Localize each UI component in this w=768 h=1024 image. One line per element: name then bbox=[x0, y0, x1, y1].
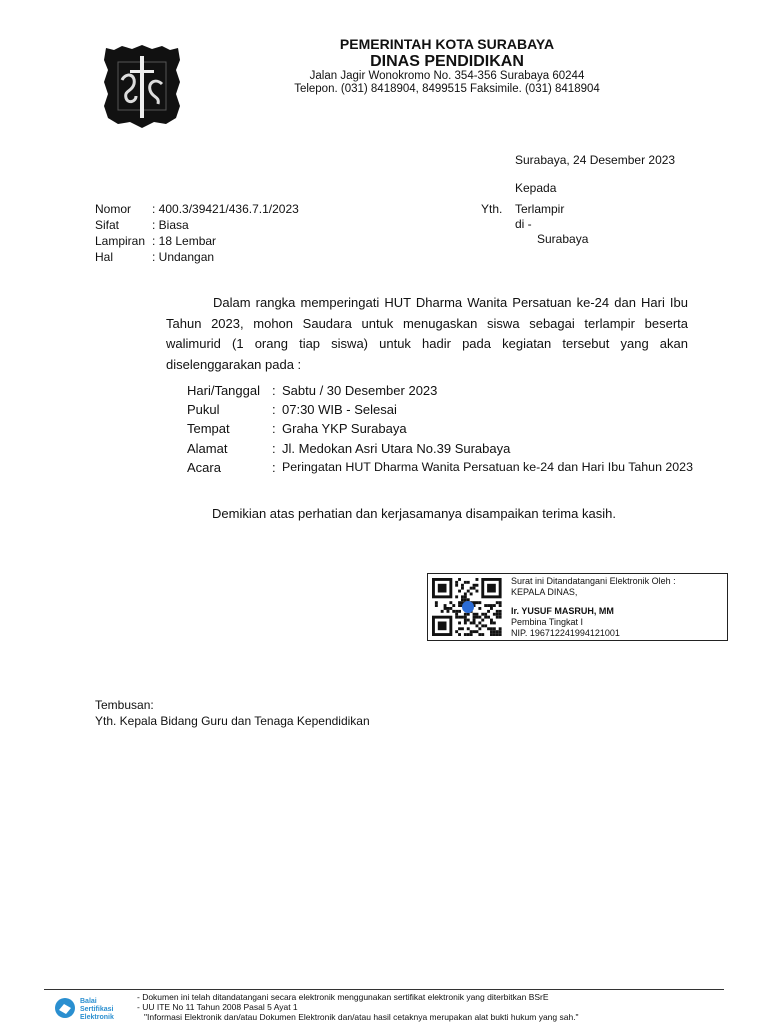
meta-lampiran-value: : 18 Lembar bbox=[152, 234, 217, 248]
tembusan-item: Yth. Kepala Bidang Guru dan Tenaga Kependidikan bbox=[95, 714, 370, 728]
footer-note-2: - UU ITE No 11 Tahun 2008 Pasal 5 Ayat 1 bbox=[137, 1002, 298, 1012]
bsre-logo bbox=[52, 994, 132, 1022]
event-date-value: Sabtu / 30 Desember 2023 bbox=[282, 383, 438, 398]
meta-lampiran-label: Lampiran bbox=[95, 234, 146, 248]
event-colon: : bbox=[272, 383, 276, 398]
paragraph-line: Tahun 2023, mohon Saudara untuk menugaskan siswa sebagai terlampir beserta bbox=[166, 315, 688, 331]
recipient-di: di - bbox=[515, 217, 532, 231]
tembusan-title: Tembusan: bbox=[95, 698, 154, 712]
letterhead-agency: DINAS PENDIDIKAN bbox=[370, 53, 524, 70]
signer-rank: Pembina Tingkat I bbox=[511, 617, 584, 627]
signature-position: KEPALA DINAS, bbox=[511, 587, 578, 597]
letterhead-address: Jalan Jagir Wonokromo No. 354-356 Surabaya 60244 bbox=[309, 70, 585, 82]
event-colon: : bbox=[272, 441, 276, 456]
event-colon: : bbox=[272, 402, 276, 417]
event-place-value: Graha YKP Surabaya bbox=[282, 421, 407, 436]
meta-sifat-value: : Biasa bbox=[152, 218, 189, 232]
recipient-kepada: Kepada bbox=[515, 181, 557, 195]
meta-nomor-label: Nomor bbox=[95, 202, 132, 216]
event-address-label: Alamat bbox=[187, 441, 228, 456]
event-colon: : bbox=[272, 421, 276, 436]
bsre-logo-text: Sertifikasi bbox=[80, 1006, 114, 1013]
event-agenda-value: Peringatan HUT Dharma Wanita Persatuan ke-24 dan Hari Ibu Tahun 2023 bbox=[282, 460, 693, 474]
qr-code-icon bbox=[432, 578, 504, 636]
meta-nomor-value: : 400.3/39421/436.7.1/2023 bbox=[152, 202, 299, 216]
event-date-label: Hari/Tanggal bbox=[187, 383, 260, 398]
event-place-label: Tempat bbox=[187, 421, 230, 436]
footer-divider bbox=[44, 989, 724, 990]
body-paragraph bbox=[166, 293, 688, 375]
bsre-logo-text: Balai bbox=[80, 998, 97, 1005]
electronic-signature-box bbox=[427, 573, 728, 641]
bsre-logo-text: Elektronik bbox=[80, 1014, 114, 1021]
paragraph-line: Dalam rangka memperingati HUT Dharma Wanita Persatuan ke-24 dan Hari Ibu bbox=[213, 295, 688, 310]
recipient-city: Surabaya bbox=[537, 232, 589, 246]
letterhead-phone: Telepon. (031) 8418904, 8499515 Faksimile. (031) 8418904 bbox=[294, 83, 600, 95]
letterhead-government: PEMERINTAH KOTA SURABAYA bbox=[339, 36, 555, 52]
event-time-value: 07:30 WIB - Selesai bbox=[282, 402, 397, 417]
event-time-label: Pukul bbox=[187, 402, 220, 417]
meta-sifat-label: Sifat bbox=[95, 218, 120, 232]
meta-hal-value: : Undangan bbox=[152, 250, 215, 264]
signature-note: Surat ini Ditandatangani Elektronik Oleh : bbox=[511, 576, 676, 586]
recipient-name: Terlampir bbox=[515, 202, 565, 216]
signer-name: Ir. YUSUF MASRUH, MM bbox=[511, 606, 614, 616]
footer-note-1: - Dokumen ini telah ditandatangani secara elektronik menggunakan sertifikat elektronik yang diterbitkan BSrE bbox=[137, 992, 549, 1002]
meta-hal-label: Hal bbox=[95, 250, 114, 264]
event-address-value: Jl. Medokan Asri Utara No.39 Surabaya bbox=[282, 441, 511, 456]
letter-date: Surabaya, 24 Desember 2023 bbox=[515, 153, 676, 167]
recipient-yth: Yth. bbox=[481, 202, 503, 216]
footer-note-3: "Informasi Elektronik dan/atau Dokumen Elektronik dan/atau hasil cetaknya merupakan alat bukti hukum yang sah." bbox=[144, 1012, 579, 1022]
paragraph-line: diselenggarakan pada : bbox=[166, 356, 302, 372]
surabaya-city-emblem bbox=[96, 40, 188, 132]
event-colon: : bbox=[272, 460, 276, 475]
paragraph-line: walimurid (1 orang tiap siswa) untuk hadir pada kegiatan tersebut yang akan bbox=[166, 336, 688, 351]
event-agenda-label: Acara bbox=[187, 460, 221, 475]
signer-nip: NIP. 196712241994121001 bbox=[511, 628, 620, 638]
closing-sentence: Demikian atas perhatian dan kerjasamanya disampaikan terima kasih. bbox=[212, 506, 616, 521]
